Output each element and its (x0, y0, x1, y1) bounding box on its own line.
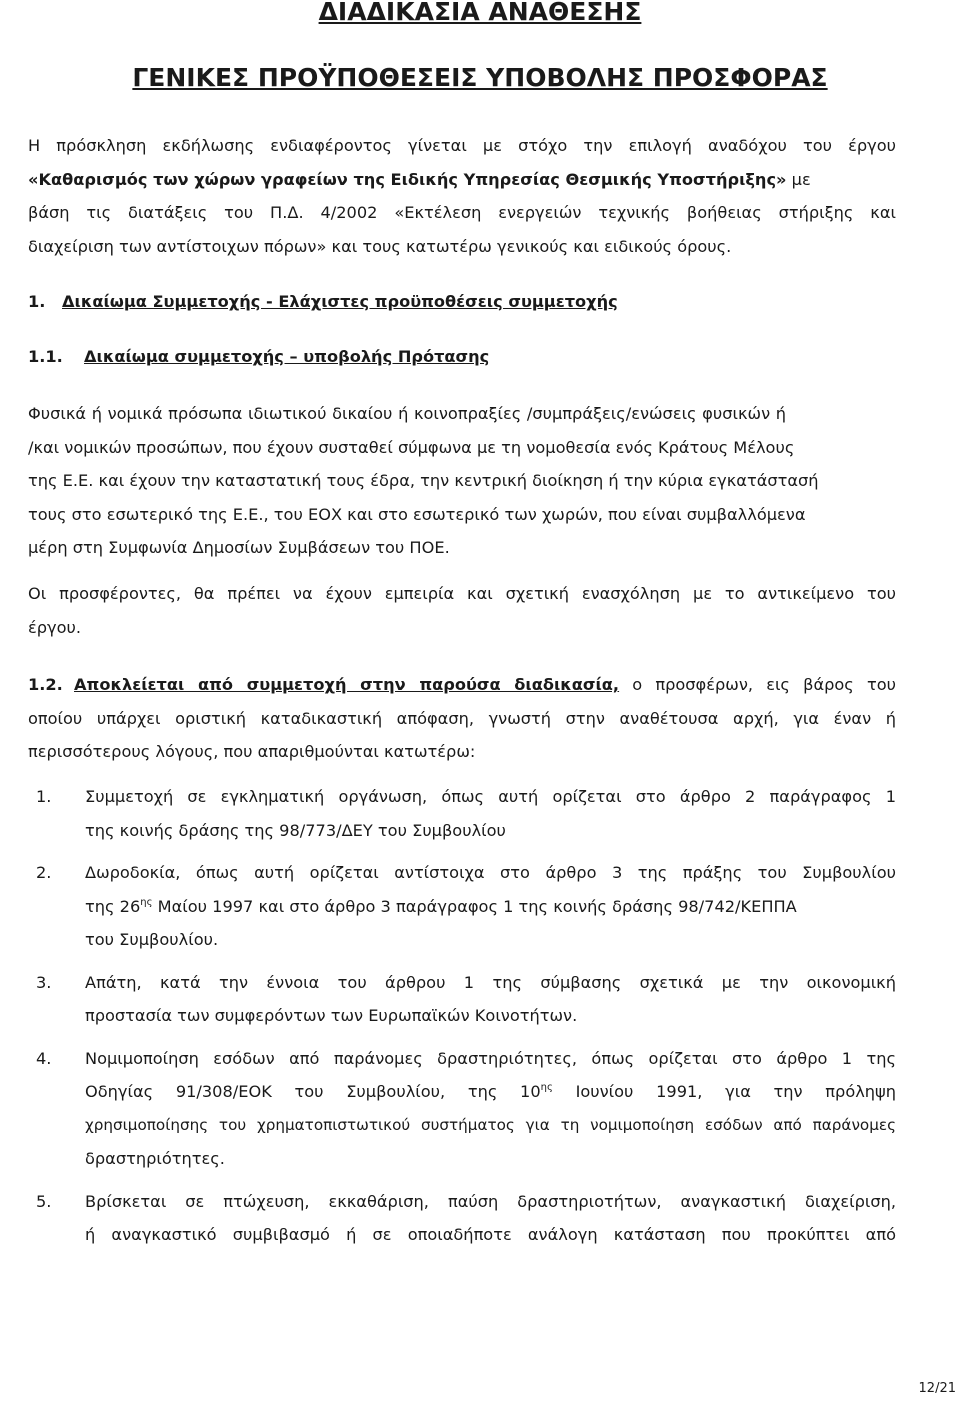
exclusion-paragraph (28, 668, 896, 769)
paragraph-line: της Ε.Ε. και έχουν την καταστατική τους έδρα, την κεντρική διοίκηση ή την κύρια εγκατάστασή (28, 471, 819, 490)
exclusion-heading: Αποκλείεται από συμμετοχή στην παρούσα διαδικασία, (74, 675, 620, 694)
document-title: ΔΙΑΔΙΚΑΣΙΑ ΑΝΑΘΕΣΗΣ (318, 0, 642, 26)
ordinal-suffix: ης (540, 1082, 553, 1093)
document-subtitle: ΓΕΝΙΚΕΣ ΠΡΟΫΠΟΘΕΣΕΙΣ ΥΠΟΒΟΛΗΣ ΠΡΟΣΦΟΡΑΣ (132, 63, 828, 92)
section-number: 1. (28, 292, 46, 311)
list-number: 5. (36, 1191, 52, 1211)
list-item (28, 1042, 896, 1176)
paragraph-line: τους στο εσωτερικό της Ε.Ε., του ΕΟΧ και στο εσωτερικό των χωρών, που είναι συμβαλλόμενα (28, 504, 806, 524)
list-item (28, 966, 896, 1033)
list-line: Νομιμοποίηση εσόδων από παράνομες δραστηριότητες, όπως ορίζεται στο άρθρο 1 της (85, 1048, 896, 1068)
list-line: ή αναγκαστικό συμβιβασμό ή σε οποιαδήποτε ανάλογη κατάσταση που προκύπτει από (85, 1225, 896, 1244)
list-text: Μαίου 1997 και στο άρθρο 3 παράγραφος 1 της κοινής δράσης 98/742/ΚΕΠΠΑ (152, 896, 797, 916)
list-line: του Συμβουλίου. (85, 930, 219, 949)
list-line (85, 890, 896, 924)
section-title: Δικαίωμα συμμετοχής – υποβολής Πρότασης (84, 347, 490, 366)
list-line: προστασία των συμφερόντων των Ευρωπαϊκών Κοινοτήτων. (85, 1006, 578, 1025)
project-title: «Καθαρισμός των χώρων γραφείων της Ειδικής Υπηρεσίας Θεσμικής Υποστήριξης» (28, 169, 787, 189)
eligibility-paragraph (28, 397, 896, 565)
section-heading-1 (28, 285, 618, 319)
list-line: της κοινής δράσης της 98/773/ΔΕΥ του Συμβουλίου (85, 820, 506, 840)
list-line: Απάτη, κατά την έννοια του άρθρου 1 της σύμβασης σχετικά με την οικονομική (85, 972, 896, 992)
list-line: Δωροδοκία, όπως αυτή ορίζεται αντίστοιχα στο άρθρο 3 της πράξης του Συμβουλίου (85, 863, 896, 882)
section-number: 1.1. (28, 347, 63, 366)
list-number: 3. (36, 972, 52, 992)
intro-line: βάση τις διατάξεις του Π.Δ. 4/2002 «Εκτέλεση ενεργειών τεχνικής βοήθειας στήριξης και (28, 203, 896, 222)
experience-paragraph (28, 577, 896, 644)
list-number: 1. (36, 787, 52, 806)
paragraph-line (28, 668, 896, 702)
section-number: 1.2. (28, 675, 63, 694)
list-text: Οδηγίας 91/308/ΕΟΚ του Συμβουλίου, της 10 (85, 1082, 541, 1101)
list-number: 4. (36, 1048, 52, 1068)
list-line: χρησιμοποίησης του χρηματοπιστωτικού συστήματος για τη νομιμοποίηση εσόδων από παράνομες (85, 1115, 896, 1134)
list-number: 2. (36, 863, 52, 882)
list-item (28, 1185, 896, 1252)
page-number: 12/21 (918, 1381, 956, 1396)
paragraph-line: μέρη στη Συμφωνία Δημοσίων Συμβάσεων του ΠΟΕ. (28, 538, 450, 557)
exclusion-text: ο προσφέρων, εις βάρος του (619, 675, 896, 694)
paragraph-line: /και νομικών προσώπων, που έχουν συσταθεί σύμφωνα με τη νομοθεσία ενός Κράτους Μέλους (28, 437, 795, 457)
ordinal-suffix: ης (140, 896, 153, 908)
intro-text: με (786, 169, 811, 189)
list-text: Ιουνίου 1991, για την πρόληψη (552, 1082, 896, 1101)
list-item (28, 780, 896, 847)
intro-line (28, 163, 896, 197)
section-title: Δικαίωμα Συμμετοχής - Ελάχιστες προϋποθέσεις συμμετοχής (62, 292, 618, 311)
list-text: της 26 (85, 896, 141, 916)
paragraph-line: οποίου υπάρχει οριστική καταδικαστική απόφαση, γνωστή στην αναθέτουσα αρχή, για έναν ή (28, 708, 896, 728)
list-line (85, 1075, 896, 1109)
list-line: δραστηριότητες. (85, 1149, 225, 1168)
list-line: Βρίσκεται σε πτώχευση, εκκαθάριση, παύση δραστηριοτήτων, αναγκαστική διαχείριση, (85, 1191, 896, 1211)
exclusion-list (28, 780, 896, 1252)
list-item (28, 856, 896, 957)
paragraph-line: Οι προσφέροντες, θα πρέπει να έχουν εμπειρία και σχετική ενασχόληση με το αντικείμενο του (28, 584, 896, 603)
intro-line: Η πρόσκληση εκδήλωσης ενδιαφέροντος γίνεται με στόχο την επιλογή αναδόχου του έργου (28, 136, 896, 155)
paragraph-line: έργου. (28, 617, 82, 637)
section-heading-1-1 (28, 340, 489, 374)
paragraph-line: περισσότερους λόγους, που απαριθμούνται κατωτέρω: (28, 742, 476, 761)
intro-line: διαχείριση των αντίστοιχων πόρων» και τους κατωτέρω γενικούς και ειδικούς όρους. (28, 236, 732, 256)
list-line: Συμμετοχή σε εγκληματική οργάνωση, όπως αυτή ορίζεται στο άρθρο 2 παράγραφος 1 (85, 787, 896, 806)
intro-paragraph (28, 129, 896, 263)
paragraph-line: Φυσικά ή νομικά πρόσωπα ιδιωτικού δικαίου ή κοινοπραξίες /συμπράξεις/ενώσεις φυσικών ή (28, 404, 787, 423)
